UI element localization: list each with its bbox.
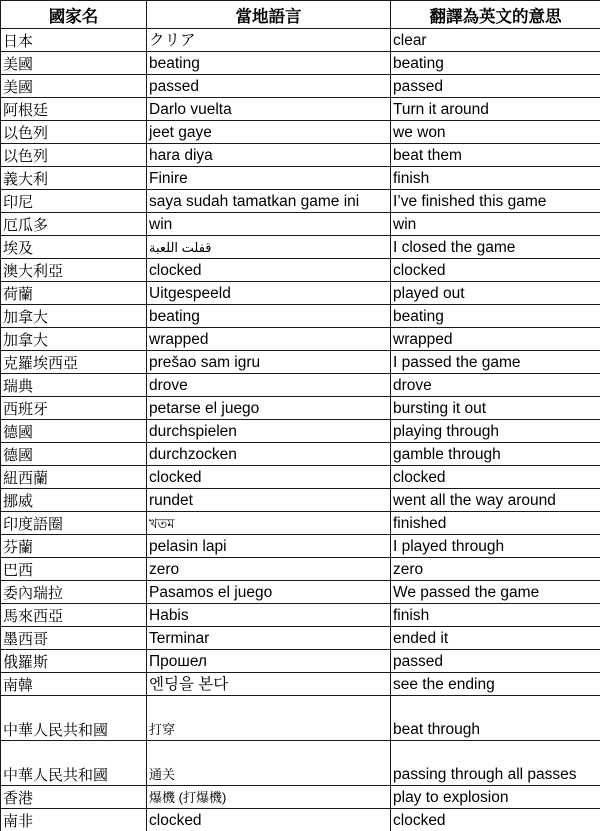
local-language-cell[interactable]: 爆機 (打爆機) [147, 786, 391, 809]
country-cell[interactable]: 印尼 [1, 190, 147, 213]
english-meaning-cell[interactable]: ended it [391, 627, 600, 650]
table-row [1, 581, 600, 604]
english-meaning-cell[interactable]: passing through all passes [391, 741, 600, 786]
english-meaning-cell[interactable]: finish [391, 167, 600, 190]
english-meaning-cell[interactable]: passed [391, 75, 600, 98]
local-language-cell[interactable]: beating [147, 52, 391, 75]
local-language-cell[interactable]: クリア [147, 29, 391, 52]
english-meaning-cell[interactable]: beat through [391, 696, 600, 741]
local-language-cell[interactable]: win [147, 213, 391, 236]
table-row [1, 489, 600, 512]
local-language-cell[interactable]: Habis [147, 604, 391, 627]
local-language-cell[interactable]: beating [147, 305, 391, 328]
table-row [1, 374, 600, 397]
country-cell[interactable]: 德國 [1, 443, 147, 466]
english-meaning-cell[interactable]: went all the way around [391, 489, 600, 512]
local-language-cell[interactable]: Darlo vuelta [147, 98, 391, 121]
country-cell[interactable]: 日本 [1, 29, 147, 52]
english-meaning-cell[interactable]: I played through [391, 535, 600, 558]
country-cell[interactable]: 墨西哥 [1, 627, 147, 650]
local-language-cell[interactable]: pelasin lapi [147, 535, 391, 558]
table-row [1, 558, 600, 581]
table-row [1, 259, 600, 282]
country-cell[interactable]: 克羅埃西亞 [1, 351, 147, 374]
table-row [1, 466, 600, 489]
table-row [1, 121, 600, 144]
table-row [1, 443, 600, 466]
local-language-cell[interactable]: clocked [147, 809, 391, 831]
country-cell[interactable]: 以色列 [1, 144, 147, 167]
table-row [1, 29, 600, 52]
table-row [1, 420, 600, 443]
english-meaning-cell[interactable]: passed [391, 650, 600, 673]
local-language-cell[interactable]: Прошел [147, 650, 391, 673]
local-language-cell[interactable]: Finire [147, 167, 391, 190]
local-language-cell[interactable]: durchzocken [147, 443, 391, 466]
local-language-cell[interactable]: wrapped [147, 328, 391, 351]
local-language-cell[interactable]: zero [147, 558, 391, 581]
english-meaning-cell[interactable]: gamble through [391, 443, 600, 466]
local-language-cell[interactable]: passed [147, 75, 391, 98]
local-language-cell[interactable]: hara diya [147, 144, 391, 167]
english-meaning-cell[interactable]: we won [391, 121, 600, 144]
local-language-cell[interactable]: খতম [147, 512, 391, 535]
local-language-cell[interactable]: rundet [147, 489, 391, 512]
english-meaning-cell[interactable]: played out [391, 282, 600, 305]
table-row [1, 627, 600, 650]
local-language-cell[interactable]: durchspielen [147, 420, 391, 443]
english-meaning-cell[interactable]: play to explosion [391, 786, 600, 809]
english-meaning-cell[interactable]: clocked [391, 259, 600, 282]
table-row [1, 98, 600, 121]
country-cell[interactable]: 西班牙 [1, 397, 147, 420]
table-row [1, 167, 600, 190]
country-cell[interactable]: 加拿大 [1, 328, 147, 351]
english-meaning-cell[interactable]: clocked [391, 809, 600, 831]
english-meaning-cell[interactable]: Turn it around [391, 98, 600, 121]
table-row [1, 75, 600, 98]
table-row [1, 190, 600, 213]
table-row [1, 213, 600, 236]
english-meaning-cell[interactable]: win [391, 213, 600, 236]
table-row [1, 741, 600, 786]
table-row [1, 512, 600, 535]
country-cell[interactable]: 巴西 [1, 558, 147, 581]
table-row [1, 397, 600, 420]
table-row [1, 673, 600, 696]
english-meaning-cell[interactable]: We passed the game [391, 581, 600, 604]
english-meaning-cell[interactable]: clear [391, 29, 600, 52]
country-cell[interactable]: 香港 [1, 786, 147, 809]
english-meaning-cell[interactable]: wrapped [391, 328, 600, 351]
table-row [1, 236, 600, 259]
header-english-meaning[interactable]: 翻譯為英文的意思 [391, 1, 600, 29]
country-cell[interactable]: 芬蘭 [1, 535, 147, 558]
local-language-cell[interactable]: Uitgespeeld [147, 282, 391, 305]
table-row [1, 696, 600, 741]
country-cell[interactable]: 義大利 [1, 167, 147, 190]
table-row [1, 535, 600, 558]
local-language-cell[interactable]: قفلت اللعبة [147, 236, 391, 259]
country-cell[interactable]: 中華人民共和國 [1, 696, 147, 741]
country-cell[interactable]: 俄羅斯 [1, 650, 147, 673]
english-meaning-cell[interactable]: finish [391, 604, 600, 627]
country-cell[interactable]: 澳大利亞 [1, 259, 147, 282]
english-meaning-cell[interactable]: clocked [391, 466, 600, 489]
english-meaning-cell[interactable]: zero [391, 558, 600, 581]
table-row [1, 809, 600, 831]
local-language-cell[interactable]: Pasamos el juego [147, 581, 391, 604]
local-language-cell[interactable]: prešao sam igru [147, 351, 391, 374]
english-meaning-cell[interactable]: beating [391, 305, 600, 328]
local-language-cell[interactable]: drove [147, 374, 391, 397]
table-row [1, 52, 600, 75]
local-language-cell[interactable]: Terminar [147, 627, 391, 650]
country-cell[interactable]: 紐西蘭 [1, 466, 147, 489]
table-row [1, 328, 600, 351]
country-cell[interactable]: 南非 [1, 809, 147, 831]
header-country[interactable]: 國家名 [1, 1, 147, 29]
country-cell[interactable]: 埃及 [1, 236, 147, 259]
country-cell[interactable]: 加拿大 [1, 305, 147, 328]
country-cell[interactable]: 阿根廷 [1, 98, 147, 121]
english-meaning-cell[interactable]: drove [391, 374, 600, 397]
country-cell[interactable]: 委內瑞拉 [1, 581, 147, 604]
country-cell[interactable]: 馬來西亞 [1, 604, 147, 627]
local-language-cell[interactable]: clocked [147, 466, 391, 489]
local-language-cell[interactable]: 通关 [147, 741, 391, 786]
english-meaning-cell[interactable]: beat them [391, 144, 600, 167]
local-language-cell[interactable]: 打穿 [147, 696, 391, 741]
country-cell[interactable]: 以色列 [1, 121, 147, 144]
english-meaning-cell[interactable]: I’ve finished this game [391, 190, 600, 213]
local-language-cell[interactable]: 엔딩을 본다 [147, 673, 391, 696]
table-row [1, 604, 600, 627]
table-row [1, 351, 600, 374]
english-meaning-cell[interactable]: bursting it out [391, 397, 600, 420]
table-row [1, 282, 600, 305]
local-language-cell[interactable]: clocked [147, 259, 391, 282]
english-meaning-cell[interactable]: see the ending [391, 673, 600, 696]
country-cell[interactable]: 美國 [1, 75, 147, 98]
english-meaning-cell[interactable]: playing through [391, 420, 600, 443]
table-row [1, 305, 600, 328]
header-row [1, 1, 600, 29]
country-cell[interactable]: 中華人民共和國 [1, 741, 147, 786]
english-meaning-cell[interactable]: finished [391, 512, 600, 535]
table-row [1, 650, 600, 673]
country-cell[interactable]: 南韓 [1, 673, 147, 696]
country-cell[interactable]: 美國 [1, 52, 147, 75]
local-language-cell[interactable]: jeet gaye [147, 121, 391, 144]
english-meaning-cell[interactable]: beating [391, 52, 600, 75]
local-language-cell[interactable]: petarse el juego [147, 397, 391, 420]
country-cell[interactable]: 瑞典 [1, 374, 147, 397]
local-language-cell[interactable]: saya sudah tamatkan game ini [147, 190, 391, 213]
english-meaning-cell[interactable]: I closed the game [391, 236, 600, 259]
country-cell[interactable]: 德國 [1, 420, 147, 443]
header-local-language[interactable]: 當地語言 [147, 1, 391, 29]
table-row [1, 786, 600, 809]
country-cell[interactable]: 印度語圈 [1, 512, 147, 535]
table-body [1, 29, 600, 831]
country-cell[interactable]: 厄瓜多 [1, 213, 147, 236]
english-meaning-cell[interactable]: I passed the game [391, 351, 600, 374]
country-cell[interactable]: 挪威 [1, 489, 147, 512]
table-row [1, 144, 600, 167]
country-cell[interactable]: 荷蘭 [1, 282, 147, 305]
